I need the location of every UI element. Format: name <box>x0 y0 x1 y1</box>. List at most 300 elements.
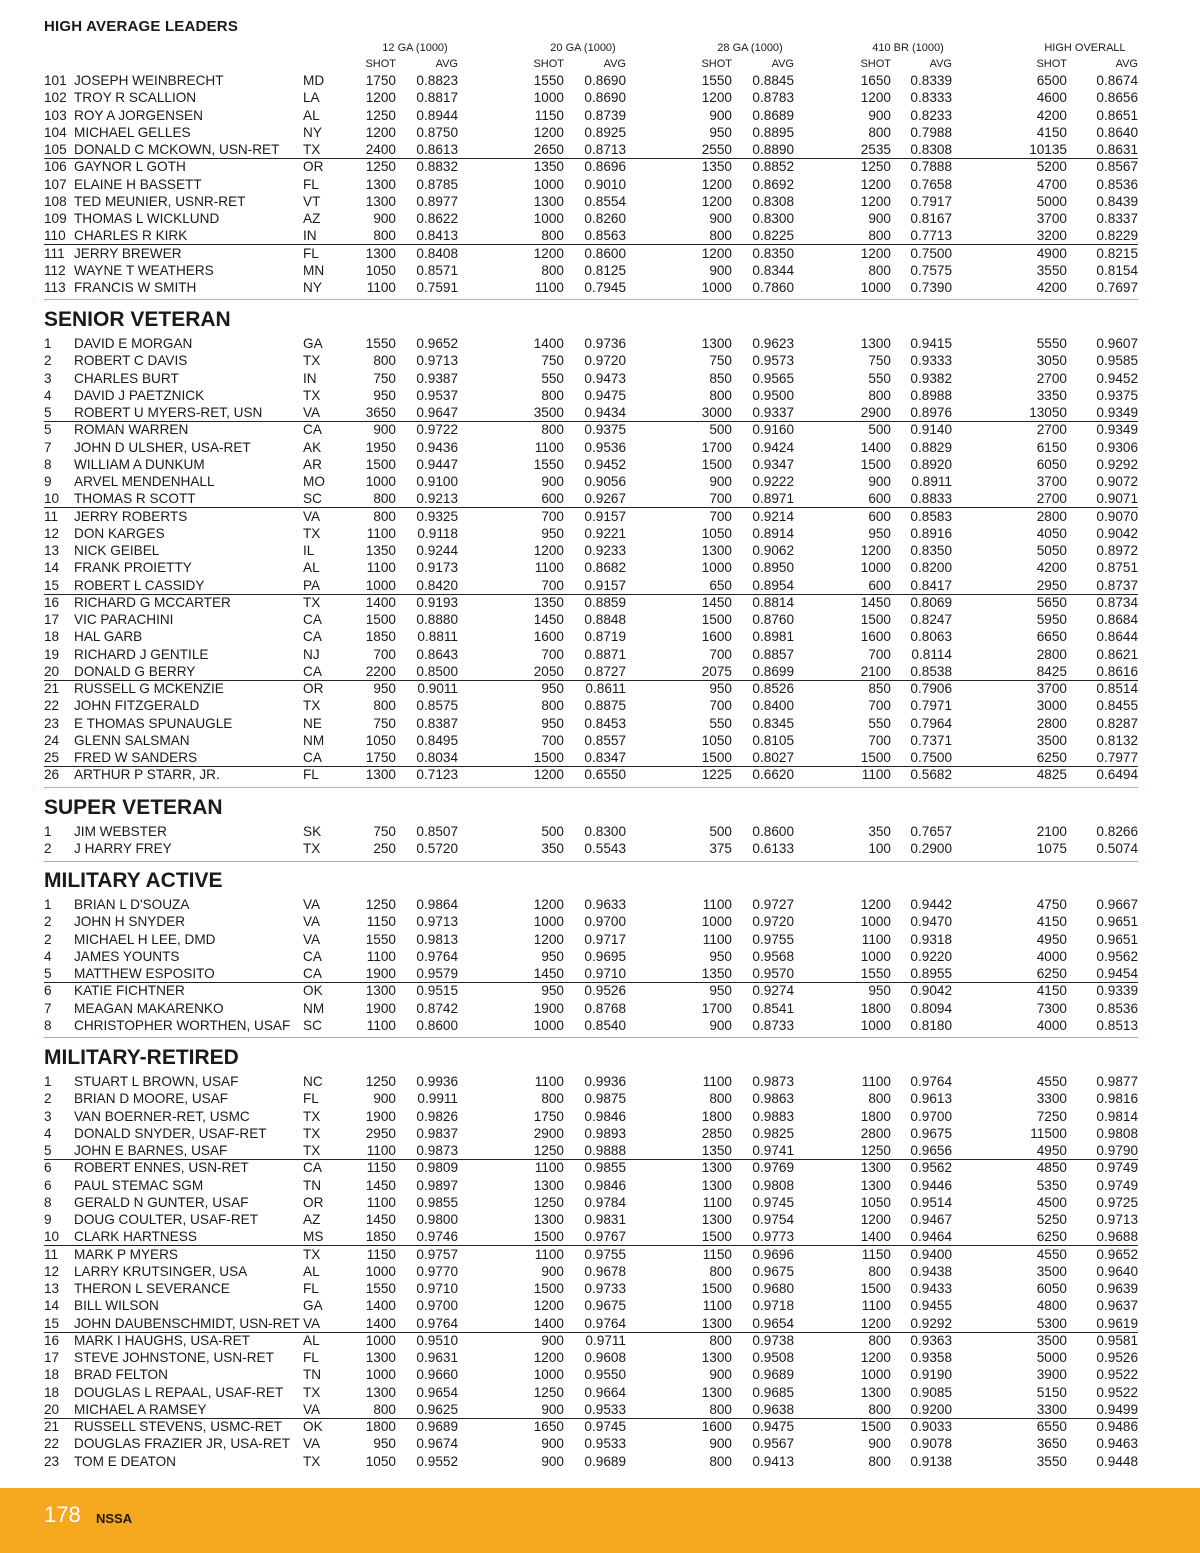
name-cell: BILL WILSON <box>74 1298 159 1314</box>
table-row <box>44 352 1138 369</box>
table-row <box>44 227 1138 245</box>
name-cell: CHARLES BURT <box>74 370 179 386</box>
overall-avg-cell: 0.9749 <box>1096 1177 1138 1193</box>
410br-shot-cell: 1200 <box>860 245 891 261</box>
name-cell: FRED W SANDERS <box>74 750 198 765</box>
overall-shot-cell: 4750 <box>1036 897 1067 912</box>
state-cell: TX <box>303 142 321 157</box>
overall-shot-cell: 3300 <box>1036 1091 1067 1107</box>
410br-shot-cell: 900 <box>868 211 891 226</box>
410br-shot-cell: 700 <box>868 698 891 714</box>
20ga-shot-cell: 1900 <box>533 1000 564 1016</box>
overall-shot-cell: 5050 <box>1036 543 1067 558</box>
overall-avg-cell: 0.9562 <box>1096 948 1138 964</box>
name-cell: DAVID J PAETZNICK <box>74 387 205 403</box>
410br-avg-cell: 0.8976 <box>910 405 952 420</box>
state-cell: VA <box>303 1436 321 1452</box>
20ga-shot-cell: 1350 <box>533 159 564 175</box>
rank-cell: 15 <box>44 1315 60 1331</box>
28ga-shot-cell: 1300 <box>701 1177 732 1193</box>
table-row <box>44 577 1138 595</box>
28ga-avg-cell: 0.8344 <box>752 262 794 278</box>
overall-shot-cell: 6650 <box>1036 629 1067 645</box>
28ga-shot-cell: 900 <box>709 1017 732 1033</box>
12ga-avg-cell: 0.9537 <box>416 387 458 403</box>
name-cell: DONALD C MCKOWN, USN-RET <box>74 142 280 157</box>
28ga-shot-cell: 800 <box>709 1453 732 1469</box>
name-cell: GAYNOR L GOTH <box>74 159 186 175</box>
20ga-avg-cell: 0.9745 <box>584 1419 626 1434</box>
410br-avg-cell: 0.9700 <box>910 1108 952 1124</box>
rank-cell: 110 <box>44 228 66 244</box>
28ga-shot-cell: 3000 <box>701 405 732 420</box>
rank-cell: 1 <box>44 1074 52 1089</box>
name-cell: ROBERT ENNES, USN-RET <box>74 1160 249 1176</box>
overall-avg-cell: 0.9640 <box>1096 1263 1138 1279</box>
state-cell: MD <box>303 73 325 88</box>
20ga-shot-cell: 1000 <box>533 1367 564 1383</box>
overall-avg-cell: 0.8439 <box>1096 193 1138 209</box>
410br-shot-cell: 1100 <box>861 931 891 947</box>
overall-shot-cell: 6550 <box>1036 1419 1067 1434</box>
20ga-avg-cell: 0.9733 <box>584 1281 626 1296</box>
name-cell: CHARLES R KIRK <box>74 228 188 244</box>
410br-avg-cell: 0.7906 <box>910 681 952 696</box>
20ga-avg-cell: 0.8557 <box>584 732 626 748</box>
section-divider <box>44 787 1138 788</box>
20ga-avg-cell: 0.9452 <box>584 456 626 472</box>
name-cell: JOHN DAUBENSCHMIDT, USN-RET <box>74 1315 300 1331</box>
28ga-avg-cell: 0.8699 <box>752 663 794 679</box>
rank-cell: 21 <box>44 1419 60 1434</box>
12ga-shot-cell: 1850 <box>365 629 396 645</box>
20ga-avg-cell: 0.9710 <box>584 966 626 981</box>
12ga-shot-cell: 1000 <box>365 1263 396 1279</box>
state-cell: AR <box>303 456 322 472</box>
12ga-avg-cell: 0.8387 <box>416 715 458 731</box>
28ga-shot-cell: 500 <box>709 422 732 438</box>
name-cell: WILLIAM A DUNKUM <box>74 456 205 472</box>
20ga-avg-cell: 0.8875 <box>584 698 626 714</box>
rank-cell: 12 <box>44 1263 60 1279</box>
20ga-shot-cell: 1100 <box>534 1160 564 1176</box>
overall-avg-cell: 0.8656 <box>1096 90 1138 106</box>
410br-avg-cell: 0.9318 <box>910 931 952 947</box>
overall-avg-cell: 0.9454 <box>1096 966 1138 981</box>
table-row <box>44 176 1138 193</box>
12ga-avg-cell: 0.9510 <box>416 1332 458 1348</box>
overall-shot-cell: 2800 <box>1036 646 1067 662</box>
410br-avg-cell: 0.9442 <box>910 897 952 912</box>
name-cell: RUSSELL G MCKENZIE <box>74 681 224 696</box>
overall-avg-cell: 0.8536 <box>1096 176 1138 192</box>
12ga-shot-cell: 3650 <box>365 405 396 420</box>
12ga-avg-cell: 0.8785 <box>416 176 458 192</box>
20ga-avg-cell: 0.9888 <box>584 1143 626 1158</box>
410br-avg-cell: 0.8200 <box>910 560 952 576</box>
table-row <box>44 823 1138 840</box>
table-row <box>44 931 1138 948</box>
410br-shot-cell: 800 <box>868 124 891 140</box>
rank-cell: 1 <box>44 824 52 839</box>
state-cell: AZ <box>303 211 321 226</box>
12ga-shot-cell: 1150 <box>366 1160 396 1176</box>
20ga-shot-cell: 1100 <box>534 1074 564 1089</box>
name-cell: MARK P MYERS <box>74 1246 178 1262</box>
rank-cell: 1 <box>44 897 52 912</box>
state-cell: OK <box>303 1419 323 1434</box>
12ga-shot-cell: 1550 <box>365 336 396 351</box>
410br-shot-cell: 1250 <box>860 1143 891 1158</box>
table-row <box>44 663 1138 681</box>
28ga-shot-cell: 1350 <box>701 966 732 981</box>
12ga-shot-cell: 1150 <box>366 914 396 930</box>
overall-avg-cell: 0.9452 <box>1096 370 1138 386</box>
20ga-shot-cell: 1000 <box>533 914 564 930</box>
12ga-shot-cell: 1000 <box>365 1367 396 1383</box>
28ga-shot-cell: 650 <box>709 577 732 593</box>
410br-shot-cell: 1500 <box>860 456 891 472</box>
state-cell: IL <box>303 543 315 558</box>
20ga-shot-cell: 700 <box>541 577 564 593</box>
28ga-avg-cell: 0.9883 <box>752 1108 794 1124</box>
410br-avg-cell: 0.8339 <box>910 73 952 88</box>
table-row <box>44 1315 1138 1333</box>
12ga-avg-cell: 0.9552 <box>416 1453 458 1469</box>
12ga-shot-cell: 1250 <box>365 897 396 912</box>
name-cell: RUSSELL STEVENS, USMC-RET <box>74 1419 282 1434</box>
12ga-avg-cell: 0.8413 <box>416 228 458 244</box>
table-row <box>44 982 1138 999</box>
20ga-avg-cell: 0.9875 <box>584 1091 626 1107</box>
table-row <box>44 72 1138 89</box>
rank-cell: 10 <box>44 491 60 507</box>
rank-cell: 16 <box>44 594 60 610</box>
410br-avg-cell: 0.8233 <box>910 107 952 123</box>
rank-cell: 1 <box>44 336 52 351</box>
28ga-avg-cell: 0.8890 <box>752 142 794 157</box>
410br-shot-cell: 1300 <box>860 1177 891 1193</box>
28ga-shot-cell: 1300 <box>701 1384 732 1400</box>
name-cell: MARK I HAUGHS, USA-RET <box>74 1332 250 1348</box>
state-cell: MO <box>303 474 325 489</box>
28ga-shot-cell: 1100 <box>702 1074 732 1089</box>
table-row <box>44 1159 1138 1176</box>
28ga-avg-cell: 0.9873 <box>752 1074 794 1089</box>
12ga-shot-cell: 800 <box>373 508 396 524</box>
20ga-shot-cell: 700 <box>541 646 564 662</box>
28ga-avg-cell: 0.9738 <box>752 1332 794 1348</box>
20ga-shot-cell: 350 <box>541 841 564 857</box>
rank-cell: 7 <box>44 439 52 455</box>
28ga-avg-cell: 0.9573 <box>752 353 794 369</box>
28ga-avg-cell: 0.9654 <box>752 1315 794 1331</box>
28ga-shot-cell: 1000 <box>701 560 732 576</box>
overall-avg-cell: 0.8215 <box>1096 245 1138 261</box>
12ga-shot-cell: 1400 <box>365 594 396 610</box>
12ga-shot-cell: 1500 <box>365 456 396 472</box>
rank-cell: 15 <box>44 577 60 593</box>
12ga-shot-cell: 1300 <box>365 245 396 261</box>
20ga-shot-cell: 1000 <box>533 211 564 226</box>
410br-avg-cell: 0.8417 <box>910 577 952 593</box>
overall-avg-cell: 0.9688 <box>1096 1229 1138 1245</box>
410br-avg-cell: 0.8063 <box>910 629 952 645</box>
12ga-shot-cell: 950 <box>373 681 396 696</box>
410br-avg-cell: 0.9464 <box>910 1229 952 1245</box>
410br-avg-cell: 0.7371 <box>910 732 952 748</box>
table-row <box>44 732 1138 749</box>
410br-avg-cell: 0.8829 <box>910 439 952 455</box>
rank-cell: 22 <box>44 1436 60 1452</box>
20ga-avg-cell: 0.9475 <box>584 387 626 403</box>
state-cell: TX <box>303 594 321 610</box>
28ga-shot-cell: 950 <box>709 983 732 999</box>
28ga-avg-cell: 0.7860 <box>752 280 794 295</box>
12ga-shot-cell: 1300 <box>365 1384 396 1400</box>
table-row <box>44 439 1138 456</box>
12ga-avg-cell: 0.9873 <box>416 1143 458 1158</box>
name-cell: MEAGAN MAKARENKO <box>74 1000 224 1016</box>
12ga-shot-cell: 1400 <box>365 1315 396 1331</box>
28ga-avg-cell: 0.8345 <box>752 715 794 731</box>
20ga-shot-cell: 1750 <box>533 1108 564 1124</box>
28ga-avg-cell: 0.8914 <box>752 525 794 541</box>
20ga-shot-cell: 1550 <box>533 456 564 472</box>
overall-shot-cell: 4900 <box>1036 245 1067 261</box>
410br-shot-cell: 850 <box>868 681 891 696</box>
20ga-avg-cell: 0.9010 <box>584 176 626 192</box>
20ga-shot-cell: 1250 <box>533 1143 564 1158</box>
410br-shot-cell: 800 <box>868 387 891 403</box>
12ga-shot-cell: 1100 <box>366 1143 396 1158</box>
table-row <box>44 1332 1138 1349</box>
12ga-shot-cell: 800 <box>373 353 396 369</box>
20ga-avg-cell: 0.9711 <box>585 1332 626 1348</box>
20ga-avg-cell: 0.9678 <box>584 1263 626 1279</box>
410br-avg-cell: 0.8833 <box>910 491 952 507</box>
overall-shot-cell: 5000 <box>1036 193 1067 209</box>
12ga-shot-cell: 1200 <box>365 124 396 140</box>
410br-shot-cell: 1000 <box>860 1367 891 1383</box>
state-cell: CA <box>303 629 322 645</box>
28ga-avg-cell: 0.9773 <box>752 1229 794 1245</box>
410br-avg-cell: 0.8308 <box>910 142 952 157</box>
410br-shot-cell: 550 <box>868 370 891 386</box>
overall-avg-cell: 0.9814 <box>1096 1108 1138 1124</box>
overall-shot-cell: 3300 <box>1036 1401 1067 1417</box>
table-row <box>44 1453 1138 1470</box>
20ga-shot-cell: 1500 <box>533 1229 564 1245</box>
410br-avg-cell: 0.9190 <box>910 1367 952 1383</box>
12ga-shot-cell: 1300 <box>365 193 396 209</box>
rank-cell: 107 <box>44 176 67 192</box>
12ga-shot-cell: 1300 <box>365 983 396 999</box>
overall-avg-cell: 0.8513 <box>1096 1017 1138 1033</box>
28ga-shot-cell: 950 <box>709 124 732 140</box>
rank-cell: 101 <box>44 73 67 88</box>
410br-shot-cell: 550 <box>868 715 891 731</box>
state-cell: TX <box>303 525 321 541</box>
state-cell: CA <box>303 422 322 438</box>
state-cell: VA <box>303 1401 321 1417</box>
name-cell: GERALD N GUNTER, USAF <box>74 1194 249 1210</box>
410br-shot-cell: 2800 <box>860 1125 891 1141</box>
12ga-avg-cell: 0.9911 <box>417 1091 458 1107</box>
overall-shot-cell: 13050 <box>1029 405 1067 420</box>
overall-avg-cell: 0.8737 <box>1096 577 1138 593</box>
state-cell: TN <box>303 1367 322 1383</box>
overall-avg-cell: 0.9808 <box>1096 1125 1138 1141</box>
20ga-shot-cell: 700 <box>541 508 564 524</box>
overall-shot-cell: 2800 <box>1036 508 1067 524</box>
410br-shot-cell: 1200 <box>860 176 891 192</box>
table-row <box>44 387 1138 404</box>
overall-shot-cell: 6250 <box>1036 750 1067 765</box>
12ga-shot-cell: 800 <box>373 1401 396 1417</box>
410br-avg-cell: 0.8114 <box>911 646 952 662</box>
overall-avg-cell: 0.9042 <box>1096 525 1138 541</box>
name-cell: WAYNE T WEATHERS <box>74 262 214 278</box>
28ga-shot-cell: 900 <box>709 474 732 489</box>
rank-cell: 5 <box>44 1143 52 1158</box>
overall-shot-cell: 8425 <box>1036 663 1067 679</box>
410br-avg-cell: 0.9078 <box>910 1436 952 1452</box>
name-cell: JAMES YOUNTS <box>74 948 180 964</box>
overall-shot-cell: 3000 <box>1036 698 1067 714</box>
28ga-shot-cell: 2550 <box>701 142 732 157</box>
20ga-avg-cell: 0.8768 <box>584 1000 626 1016</box>
28ga-shot-cell: 1225 <box>701 767 732 783</box>
410br-shot-cell: 1600 <box>860 629 891 645</box>
overall-avg-cell: 0.8621 <box>1096 646 1138 662</box>
section-heading: MILITARY-RETIRED <box>44 1046 239 1069</box>
410br-avg-cell: 0.9200 <box>910 1401 952 1417</box>
410br-avg-cell: 0.9400 <box>910 1246 952 1262</box>
rank-cell: 108 <box>44 193 67 209</box>
state-cell: MN <box>303 262 325 278</box>
overall-avg-cell: 0.7697 <box>1096 280 1138 295</box>
28ga-avg-cell: 0.9685 <box>752 1384 794 1400</box>
overall-avg-cell: 0.8734 <box>1096 594 1138 610</box>
table-row <box>44 473 1138 490</box>
410br-avg-cell: 0.7658 <box>910 176 952 192</box>
name-cell: DAVID E MORGAN <box>74 336 193 351</box>
410br-shot-cell: 1300 <box>860 1160 891 1176</box>
28ga-avg-cell: 0.8981 <box>752 629 794 645</box>
410br-avg-cell: 0.9033 <box>910 1419 952 1434</box>
rank-cell: 20 <box>44 663 60 679</box>
28ga-avg-cell: 0.9222 <box>752 474 794 489</box>
28ga-avg-cell: 0.8760 <box>752 612 794 627</box>
20ga-shot-cell: 1450 <box>533 966 564 981</box>
state-cell: NE <box>303 715 322 731</box>
20ga-avg-cell: 0.8125 <box>584 262 626 278</box>
table-row <box>44 456 1138 473</box>
28ga-avg-cell: 0.9567 <box>752 1436 794 1452</box>
28ga-avg-header: AVG <box>771 58 794 70</box>
28ga-shot-cell: 700 <box>709 508 732 524</box>
410br-avg-cell: 0.9085 <box>910 1384 952 1400</box>
12ga-shot-cell: 750 <box>373 715 396 731</box>
28ga-shot-cell: 1700 <box>701 439 732 455</box>
410br-shot-cell: 1100 <box>861 1298 891 1314</box>
12ga-shot-cell: 750 <box>373 824 396 839</box>
overall-avg-cell: 0.9652 <box>1096 1246 1138 1262</box>
410br-avg-cell: 0.2900 <box>910 841 952 857</box>
12ga-shot-cell: 1300 <box>365 176 396 192</box>
rank-cell: 3 <box>44 370 52 386</box>
410br-shot-cell: 1200 <box>860 543 891 558</box>
20ga-avg-cell: 0.8347 <box>584 750 626 765</box>
overall-shot-cell: 4700 <box>1036 176 1067 192</box>
name-cell: FRANK PROIETTY <box>74 560 192 576</box>
overall-avg-cell: 0.9306 <box>1096 439 1138 455</box>
410br-avg-cell: 0.8583 <box>910 508 952 524</box>
state-cell: CA <box>303 750 322 765</box>
rank-cell: 3 <box>44 1108 52 1124</box>
overall-shot-cell: 4550 <box>1036 1074 1067 1089</box>
20ga-shot-cell: 900 <box>541 1436 564 1452</box>
name-cell: FRANCIS W SMITH <box>74 280 197 295</box>
state-cell: FL <box>303 767 319 783</box>
20ga-avg-cell: 0.9533 <box>584 1401 626 1417</box>
name-cell: CHRISTOPHER WORTHEN, USAF <box>74 1017 291 1033</box>
12ga-shot-cell: 700 <box>373 646 396 662</box>
table-row <box>44 1246 1138 1263</box>
12ga-avg-cell: 0.8571 <box>416 262 458 278</box>
410br-shot-cell: 800 <box>868 1332 891 1348</box>
20ga-shot-cell: 600 <box>541 491 564 507</box>
12ga-shot-cell: 800 <box>373 698 396 714</box>
12ga-shot-cell: 1100 <box>366 948 396 964</box>
20ga-avg-cell: 0.8540 <box>584 1017 626 1033</box>
rank-cell: 19 <box>44 646 60 662</box>
410br-avg-cell: 0.9455 <box>910 1298 952 1314</box>
publication-name: NSSA <box>96 1511 133 1526</box>
20ga-avg-cell: 0.8925 <box>584 124 626 140</box>
410br-shot-cell: 800 <box>868 1263 891 1279</box>
410br-shot-cell: 600 <box>868 577 891 593</box>
name-cell: THERON L SEVERANCE <box>74 1281 230 1296</box>
12ga-avg-cell: 0.9654 <box>416 1384 458 1400</box>
state-cell: TX <box>303 1108 321 1124</box>
overall-avg-cell: 0.9749 <box>1096 1160 1138 1176</box>
name-cell: PAUL STEMAC SGM <box>74 1177 204 1193</box>
410br-shot-cell: 500 <box>868 422 891 438</box>
state-cell: AZ <box>303 1212 321 1227</box>
28ga-shot-cell: 800 <box>709 1401 732 1417</box>
table-row <box>44 611 1138 628</box>
20ga-avg-cell: 0.8260 <box>584 211 626 226</box>
20ga-shot-cell: 900 <box>541 1453 564 1469</box>
overall-shot-cell: 2100 <box>1036 824 1067 839</box>
410br-avg-cell: 0.7390 <box>910 280 952 295</box>
410br-shot-cell: 1500 <box>860 612 891 627</box>
28ga-avg-cell: 0.9808 <box>752 1177 794 1193</box>
column-group-410br: 410 BR (1000) <box>872 42 944 54</box>
20ga-avg-cell: 0.6550 <box>584 767 626 783</box>
28ga-avg-cell: 0.6133 <box>752 841 794 857</box>
28ga-avg-cell: 0.9500 <box>752 387 794 403</box>
overall-shot-cell: 4950 <box>1036 1143 1067 1158</box>
410br-avg-cell: 0.9292 <box>910 1315 952 1331</box>
20ga-shot-cell: 1400 <box>533 1315 564 1331</box>
410br-shot-cell: 1250 <box>860 159 891 175</box>
overall-shot-cell: 7250 <box>1036 1108 1067 1124</box>
overall-avg-cell: 0.9667 <box>1096 897 1138 912</box>
12ga-shot-cell: 1100 <box>366 525 396 541</box>
